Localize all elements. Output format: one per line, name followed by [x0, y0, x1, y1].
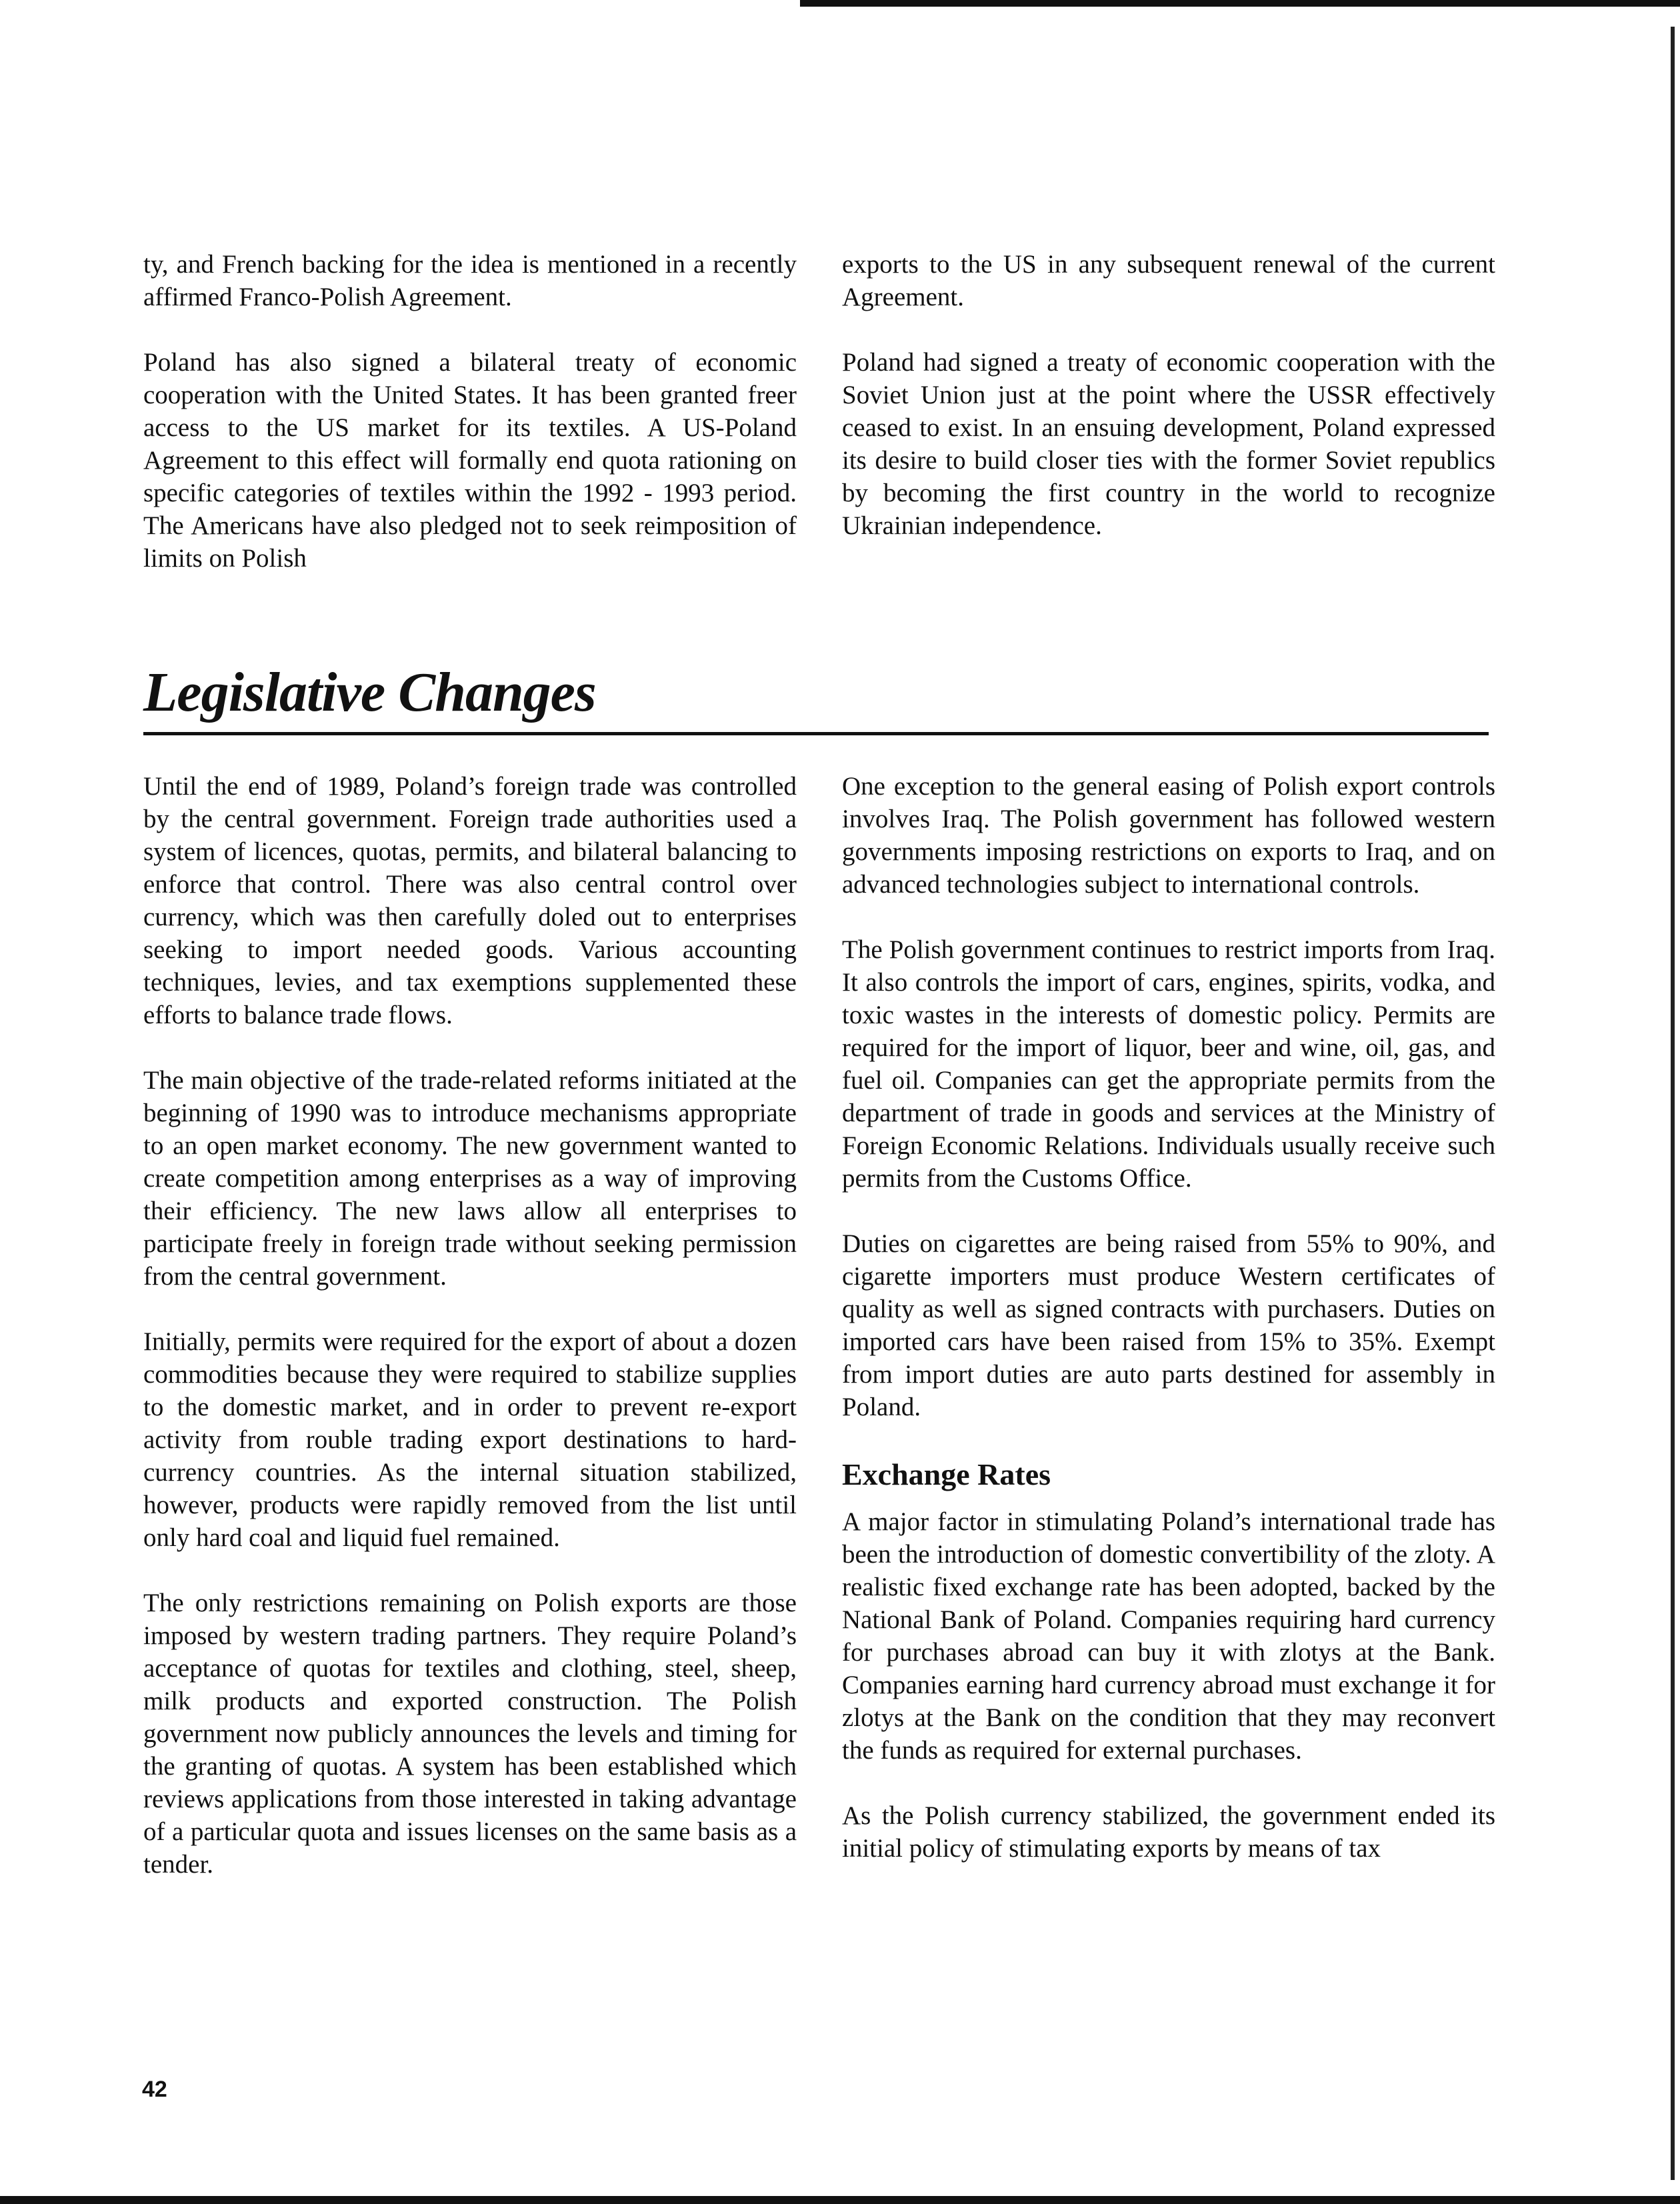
scan-edge-top [800, 0, 1680, 7]
scan-edge-bottom [0, 2196, 1680, 2204]
paragraph: Duties on cigarettes are being raised from 55% to 90%, and cigarette importers must produce Western certificates of quality as well as signed contracts with purchasers. Duties on imported cars have been raised from 15% to 35%. Exempt from import duties are auto parts destined for assembly in Poland. [842, 1229, 1495, 1421]
paragraph: Until the end of 1989, Poland’s foreign trade was controlled by the central government. Foreign trade authorities used a system of licences, quotas, permits, and bilateral balancing to enforce that control. There was also central control over currency, which was then carefully doled out to enterprises seeking to import needed goods. Various accounting techniques, levies, and tax exemptions supplemented these efforts to balance trade flows. [143, 772, 797, 1029]
paragraph: Poland has also signed a bilateral treaty of economic cooperation with the United States. It has been granted freer access to the US market for its textiles. A US-Poland Agreement to this effect will formally end quota rationing on specific categories of textiles within the 1992 - 1993 period. The Americans have also pledged not to seek reimposition of limits on Polish [143, 348, 797, 573]
paragraph: Initially, permits were required for the export of about a dozen commodities because they were required to stabilize supplies to the domestic market, and in order to prevent re-export activity from rouble trading export destinations to hard-currency countries. As the internal situation stabilized, however, products were rapidly removed from the list until only hard coal and liquid fuel remained. [143, 1327, 797, 1552]
top-left-column [143, 248, 797, 607]
top-right-column [842, 248, 1495, 575]
paragraph: As the Polish currency stabilized, the government ended its initial policy of stimulating exports by means of tax [842, 1801, 1495, 1863]
paragraph: A major factor in stimulating Poland’s international trade has been the introduction of domestic convertibility of the zloty. A realistic fixed exchange rate has been adopted, backed by the National Bank of Poland. Companies requiring hard currency for purchases abroad can buy it with zlotys at the Bank. Companies earning hard currency abroad must exchange it for zlotys at the Bank on the condition that they may reconvert the funds as required for external purchases. [842, 1507, 1495, 1765]
paragraph: ty, and French backing for the idea is mentioned in a recently affirmed Franco-Polish Agreement. [143, 250, 797, 311]
section-title: Legislative Changes [143, 661, 596, 723]
paragraph: Poland had signed a treaty of economic cooperation with the Soviet Union just at the point where the USSR effectively ceased to exist. In an ensuing development, Poland expressed its desire to build closer ties with the former Soviet republics by becoming the first country in the world to recognize Ukrainian independence. [842, 348, 1495, 540]
subheading-exchange-rates: Exchange Rates [842, 1457, 1051, 1491]
scan-edge-right [1671, 27, 1675, 2180]
paragraph: exports to the US in any subsequent renewal of the current Agreement. [842, 250, 1495, 311]
section-divider [143, 732, 1489, 735]
right-column [842, 770, 1495, 1897]
paragraph: The only restrictions remaining on Polish exports are those imposed by western trading partners. They require Poland’s acceptance of quotas for textiles and clothing, steel, sheep, milk products and exported construction. The Polish government now publicly announces the levels and timing for the granting of quotas. A system has been established which reviews applications from those interested in taking advantage of a particular quota and issues licenses on the same basis as a tender. [143, 1589, 797, 1879]
page-number: 42 [142, 2077, 167, 2102]
left-column [143, 770, 797, 1913]
paragraph: The main objective of the trade-related reforms initiated at the beginning of 1990 was to introduce mechanisms appropriate to an open market economy. The new government wanted to create competition among enterprises as a way of improving their efficiency. The new laws allow all enterprises to participate freely in foreign trade without seeking permission from the central government. [143, 1066, 797, 1291]
paragraph: The Polish government continues to restrict imports from Iraq. It also controls the import of cars, engines, spirits, vodka, and toxic wastes in the interests of domestic policy. Permits are required for the import of liquor, beer and wine, oil, gas, and fuel oil. Companies can get the appropriate permits from the department of trade in goods and services at the Ministry of Foreign Economic Relations. Individuals usually receive such permits from the Customs Office. [842, 935, 1495, 1193]
paragraph: One exception to the general easing of Polish export controls involves Iraq. The Polish government has followed western governments imposing restrictions on exports to Iraq, and on advanced technologies subject to international controls. [842, 772, 1495, 899]
